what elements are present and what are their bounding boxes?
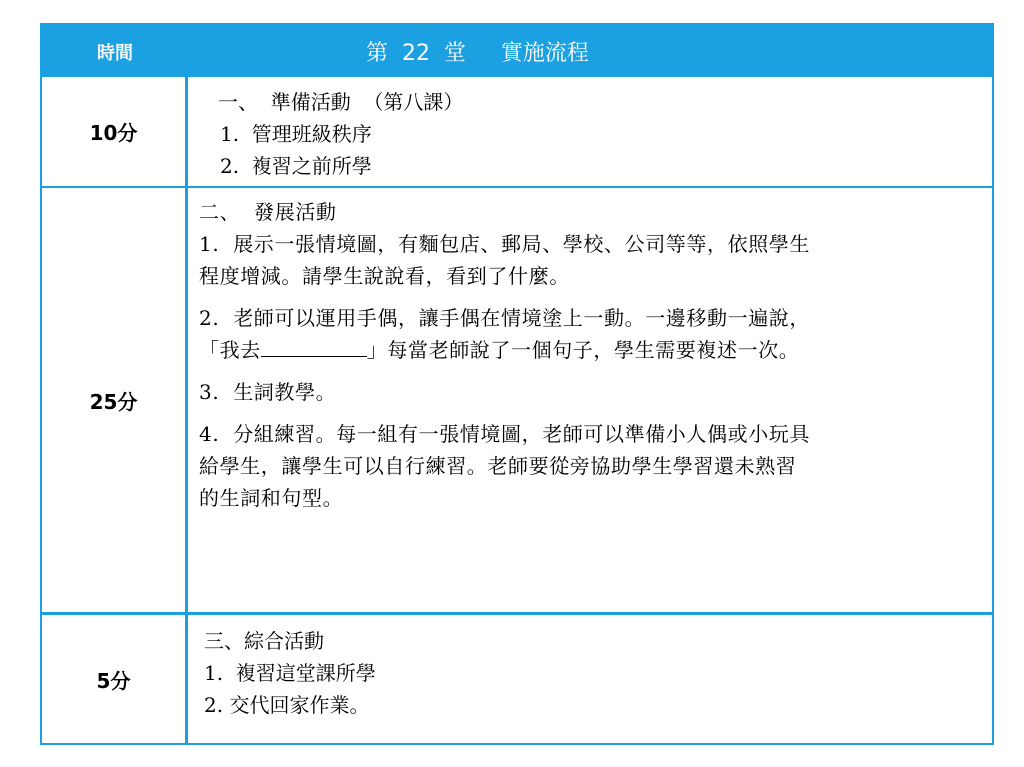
activity-heading: 二、 發展活動 [199,200,337,224]
lesson-title: 第 22 堂 實施流程 [366,40,589,66]
activity-step: 4. 分組練習。每一組有一張情境圖，老師可以準備小人偶或小玩具 [199,422,810,446]
table-header-row [42,25,992,77]
fill-in-blank [261,334,367,357]
activity-step: 3. 生詞教學。 [199,380,337,404]
activity-cell [188,615,992,743]
quote-prefix: 「我去 [199,338,261,362]
table-row-summary [42,615,992,743]
activity-step: 2. 交代回家作業。 [204,693,370,717]
time-cell: 25分 [42,188,188,612]
activity-step: 1. 展示一張情境圖，有麵包店、郵局、學校、公司等等，依照學生 [199,232,810,256]
time-cell: 5分 [42,615,188,743]
activity-step: 1. 複習這堂課所學 [204,661,376,685]
activity-step: 2. 複習之前所學 [220,154,372,178]
lesson-plan-table [40,23,994,745]
activity-step-continued: 的生詞和句型。 [199,486,344,510]
activity-step: 1. 管理班級秩序 [220,122,372,146]
time-column-header: 時間 [97,43,133,64]
activity-step: 2. 老師可以運用手偶，讓手偶在情境塗上一動。一邊移動一遍說， [199,306,810,330]
activity-cell [188,188,992,612]
activity-heading: 一、 準備活動 （第八課） [218,90,464,114]
activity-cell [188,77,992,186]
table-row-preparation [42,77,992,188]
quote-suffix: 」每當老師說了一個句子，學生需要複述一次。 [366,338,800,362]
activity-step-continued: 給學生，讓學生可以自行練習。老師要從旁協助學生學習還未熟習 [199,454,797,478]
time-cell: 10分 [42,77,188,186]
activity-step-continued [199,334,992,366]
activity-step-continued: 程度增減。請學生說說看，看到了什麼。 [199,264,570,288]
activity-heading: 三、綜合活動 [204,629,324,653]
table-row-development [42,188,992,615]
